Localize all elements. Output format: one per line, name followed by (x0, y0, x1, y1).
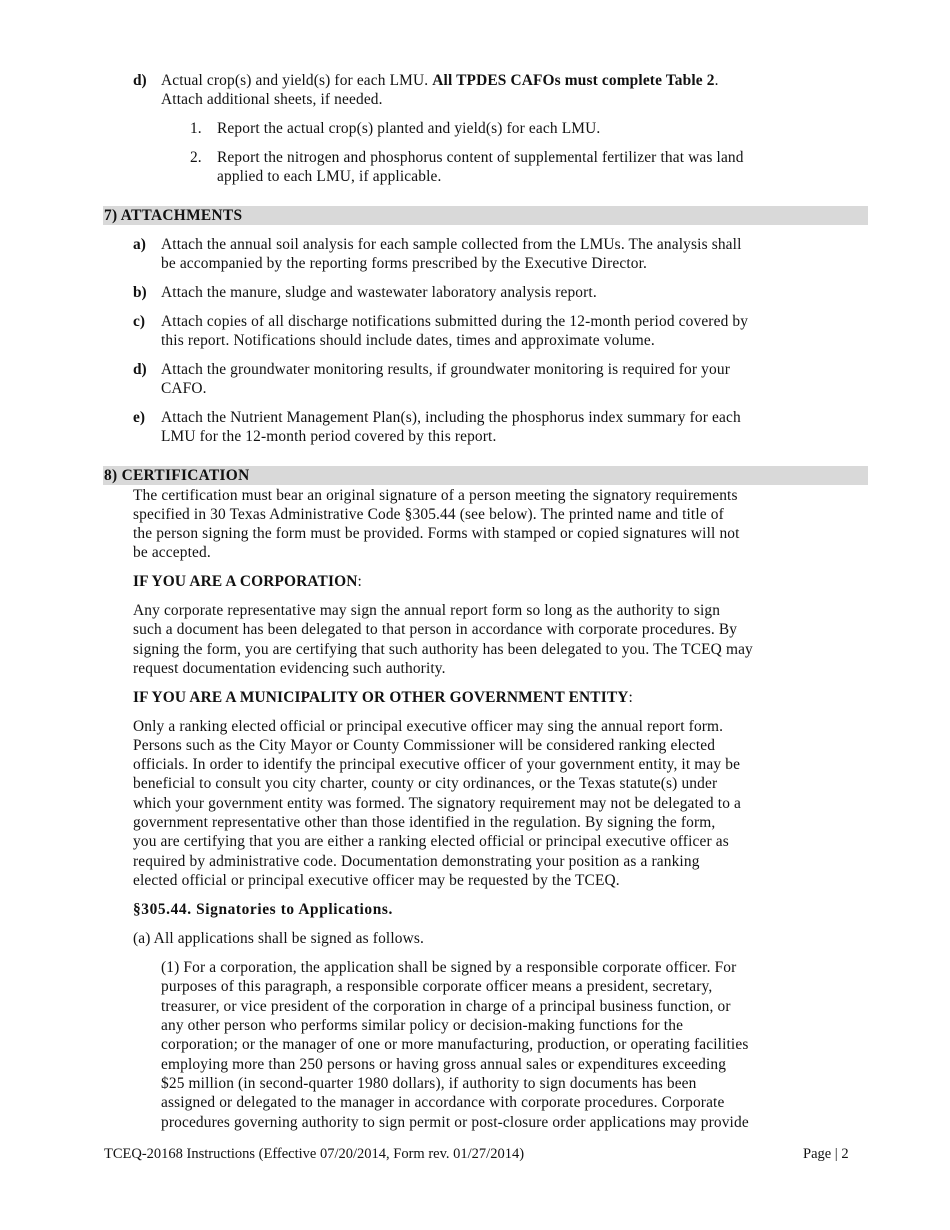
sub-item-line: Report the nitrogen and phosphorus content of supplemental fertilizer that was land (217, 149, 744, 166)
rule-1-line: treasurer, or vice president of the corporation in charge of a principal business function, or (161, 998, 731, 1015)
sub-item-line: Report the actual crop(s) planted and yield(s) for each LMU. (217, 120, 601, 137)
section-8-title: 8) CERTIFICATION (104, 467, 250, 484)
footer-page-number: Page | 2 (803, 1146, 849, 1162)
item-d-text: Actual crop(s) and yield(s) for each LMU. (161, 72, 433, 89)
item-d-line-1 (161, 71, 719, 90)
municipality-text-line: elected official or principal executive officer may be requested by the TCEQ. (133, 872, 620, 889)
attachment-line: Attach the groundwater monitoring results, if groundwater monitoring is required for your (161, 361, 730, 378)
municipality-heading-text: IF YOU ARE A MUNICIPALITY OR OTHER GOVERNMENT ENTITY (133, 689, 629, 706)
rule-1-line: $25 million (in second-quarter 1980 dollars), if authority to sign documents has been (161, 1075, 697, 1092)
item-d-bold-text: All TPDES CAFOs must complete Table 2 (432, 72, 715, 89)
municipality-text-line: Persons such as the City Mayor or County Commissioner will be considered ranking elected (133, 737, 716, 754)
footer-form-id: TCEQ-20168 Instructions (Effective 07/20/2014, Form rev. 01/27/2014) (104, 1146, 525, 1162)
municipality-heading-colon: : (628, 689, 633, 706)
municipality-text-line: officials. In order to identify the principal executive officer of your government entity, it may be (133, 756, 741, 773)
rule-1-line: purposes of this paragraph, a responsible corporate officer means a president, secretary, (161, 978, 713, 995)
municipality-heading (133, 688, 633, 707)
attachment-label: c) (133, 313, 145, 330)
rule-a-text: (a) All applications shall be signed as follows. (133, 930, 425, 947)
item-d-label: d) (133, 72, 147, 89)
rule-1-line: employing more than 250 persons or having gross annual sales or expenditures exceeding (161, 1056, 727, 1073)
attachment-line: CAFO. (161, 380, 207, 397)
section-7-title: 7) ATTACHMENTS (104, 207, 243, 224)
corporation-heading-text: IF YOU ARE A CORPORATION (133, 573, 358, 590)
attachment-line: be accompanied by the reporting forms prescribed by the Executive Director. (161, 255, 648, 272)
item-d-line-2: Attach additional sheets, if needed. (161, 91, 383, 108)
attachment-label: b) (133, 284, 147, 301)
corporation-heading (133, 572, 362, 591)
attachment-label: d) (133, 361, 147, 378)
certification-intro-line: The certification must bear an original signature of a person meeting the signatory requirements (133, 487, 738, 504)
corporation-text-line: Any corporate representative may sign the annual report form so long as the authority to sign (133, 602, 721, 619)
corporation-heading-colon: : (357, 573, 362, 590)
municipality-text-line: required by administrative code. Documentation demonstrating your position as a ranking (133, 853, 700, 870)
corporation-text-line: request documentation evidencing such authority. (133, 660, 446, 677)
attachment-label: a) (133, 236, 146, 253)
attachment-label: e) (133, 409, 145, 426)
certification-intro-line: be accepted. (133, 544, 211, 561)
attachment-line: LMU for the 12-month period covered by this report. (161, 428, 497, 445)
attachment-line: Attach the Nutrient Management Plan(s), including the phosphorus index summary for each (161, 409, 741, 426)
attachment-line: Attach the annual soil analysis for each sample collected from the LMUs. The analysis shall (161, 236, 742, 253)
corporation-text-line: such a document has been delegated to that person in accordance with corporate procedures. By (133, 621, 738, 638)
sub-item-number: 2. (190, 149, 202, 166)
certification-intro-line: the person signing the form must be provided. Forms with stamped or copied signatures will not (133, 525, 740, 542)
sub-item-line: applied to each LMU, if applicable. (217, 168, 442, 185)
rule-1-line: (1) For a corporation, the application shall be signed by a responsible corporate officer. For (161, 959, 737, 976)
municipality-text-line: Only a ranking elected official or principal executive officer may sing the annual report form. (133, 718, 724, 735)
municipality-text-line: government representative other than those identified in the regulation. By signing the form, (133, 814, 716, 831)
rule-1-line: corporation; or the manager of one or more manufacturing, production, or operating facilities (161, 1036, 749, 1053)
rule-1-line: any other person who performs similar policy or decision-making functions for the (161, 1017, 684, 1034)
item-d-end: . (714, 72, 719, 89)
rule-1-line: assigned or delegated to the manager in accordance with corporate procedures. Corporate (161, 1094, 725, 1111)
corporation-text-line: signing the form, you are certifying that such authority has been delegated to you. The TCEQ may (133, 641, 753, 658)
attachment-line: Attach the manure, sludge and wastewater laboratory analysis report. (161, 284, 597, 301)
rule-heading: §305.44. Signatories to Applications. (133, 901, 393, 918)
attachment-line: Attach copies of all discharge notifications submitted during the 12-month period covered by (161, 313, 749, 330)
municipality-text-line: you are certifying that you are either a ranking elected official or principal executive officer as (133, 833, 729, 850)
municipality-text-line: beneficial to consult you city charter, county or city ordinances, or the Texas statute(s) under (133, 775, 718, 792)
attachment-line: this report. Notifications should include dates, times and approximate volume. (161, 332, 655, 349)
rule-1-line: procedures governing authority to sign permit or post-closure order applications may provide (161, 1114, 749, 1131)
municipality-text-line: which your government entity was formed. The signatory requirement may not be delegated to a (133, 795, 742, 812)
sub-item-number: 1. (190, 120, 202, 137)
certification-intro-line: specified in 30 Texas Administrative Code §305.44 (see below). The printed name and title of (133, 506, 724, 523)
